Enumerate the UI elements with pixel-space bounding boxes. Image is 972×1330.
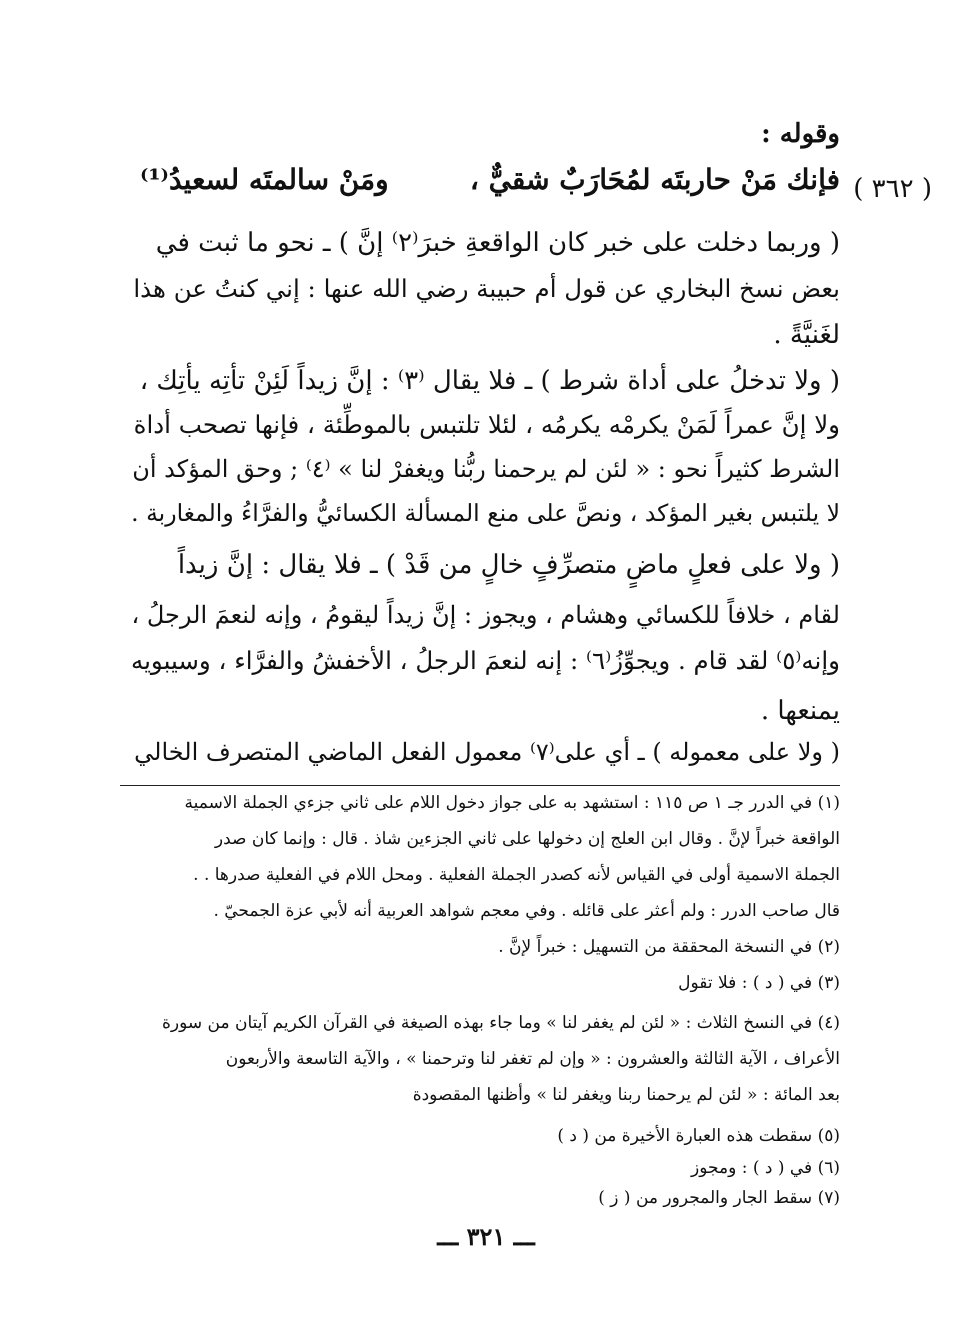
footnote-line: الجملة الاسمية أولى في القياس لأنه كصدر الجملة الفعلية . ومحل اللام في الفعلية صدرها . . bbox=[193, 865, 840, 885]
footnote-line: قال صاحب الدرر : ولم أعثر على قائله . وفي معجم شواهد العربية أنه لأبي عزة الجمحيّ . bbox=[213, 901, 840, 921]
body-line: ولا إنَّ عمراً لَمَنْ يكرمْه يكرمُه ، لئلا تلتبس بالموطِّئة ، فإنها تصحب أداة bbox=[133, 410, 840, 439]
footnote-line: (٣) في ( د ) : فلا تقول bbox=[678, 973, 840, 993]
body-line: بعض نسخ البخاري عن قول أم حبيبة رضي الله عنها : إني كنتُ عن هذا bbox=[133, 274, 840, 303]
footnote-line: الواقعة خبراً لإنَّ . وقال ابن العلج إن دخولها على ثاني الجزءين شاذ . قال : وإنما كان صدر bbox=[214, 829, 840, 849]
verse-number: ( ٣٦٢ ) bbox=[853, 174, 932, 204]
body-line: لا يلتبس بغير المؤكد ، ونصَّ على منع المسألة الكسائيُّ والفرَّاءُ والمغاربة . bbox=[131, 499, 840, 527]
body-line: وإنه⁽٥⁾ لقد قام . ويجوِّزُ⁽٦⁾ : إنه لنعمَ الرجلُ ، الأخفشُ والفرَّاء ، وسيبويه bbox=[130, 646, 840, 675]
body-line: لقام ، خلافاً للكسائي وهشام ، ويجوز : إنَّ زيداً ليقومُ ، وإنه لنعمَ الرجلُ ، bbox=[131, 601, 840, 629]
page-number: ـــ ٣٢١ ـــ bbox=[437, 1222, 535, 1251]
body-line: ( ولا على معموله ) ـ أي على⁽٧⁾ معمول الفعل الماضي المتصرف الخالي bbox=[134, 738, 840, 766]
verse-second-half: ومَنْ سالمتَه لسعيدُ⁽¹⁾ bbox=[140, 163, 389, 196]
body-line: ( ولا تدخلُ على أداة شرط ) ـ فلا يقال ⁽٣⁾ : إنَّ زيداً لَئِنْ تأتِه يأتِك ، bbox=[139, 366, 840, 396]
footnote-line: بعد المائة : « لئن لم يرحمنا ربنا ويغفر لنا » وأظنها المقصودة bbox=[412, 1085, 840, 1105]
footnote-line: (٤) في النسخ الثلاث : « لئن لم يغفر لنا » وما جاء بهذه الصيغة في القرآن الكريم آيتان من سورة bbox=[161, 1013, 840, 1033]
footnote-line: (٦) في ( د ) : ومجوز bbox=[691, 1158, 840, 1178]
footnote-line: (٧) سقط الجار والمجرور من ( ز ) bbox=[598, 1188, 840, 1208]
footnote-divider bbox=[120, 785, 840, 786]
verse-first-half: فإنك مَنْ حاربتَه لمُحَارَبٌ شقيٌّ ، bbox=[469, 163, 840, 196]
body-line: لغَنيَّةً . bbox=[773, 320, 840, 350]
body-line: يمنعها . bbox=[760, 696, 840, 726]
body-line: ( وربما دخلت على خبر كان الواقعةِ خبرَ⁽٢⁾ إنَّ ) ـ نحو ما ثبت في bbox=[155, 228, 840, 258]
footnote-line: الأعراف ، الآية الثالثة والعشرون : « وإن لم تغفر لنا وترحمنا » ، والآية التاسعة والأربعون bbox=[225, 1049, 840, 1069]
intro-line: وقوله : bbox=[761, 119, 840, 149]
body-line: ( ولا على فعلٍ ماضٍ متصرِّفٍ خالٍ من قَدْ ) ـ فلا يقال : إنَّ زيداً bbox=[177, 550, 840, 580]
footnote-line: (٥) سقطت هذه العبارة الأخيرة من ( د ) bbox=[557, 1126, 840, 1146]
body-line: الشرط كثيراً نحو : « لئن لم يرحمنا ربُّنا ويغفرْ لنا » ⁽٤⁾ ; وحق المؤكد أن bbox=[132, 455, 840, 483]
footnote-line: (١) في الدرر جـ ١ ص ١١٥ : استشهد به على جواز دخول اللام على ثاني جزءي الجملة الاسمية bbox=[184, 793, 840, 813]
footnote-line: (٢) في النسخة المحققة من التسهيل : خبراً لإنَّ . bbox=[498, 937, 840, 957]
